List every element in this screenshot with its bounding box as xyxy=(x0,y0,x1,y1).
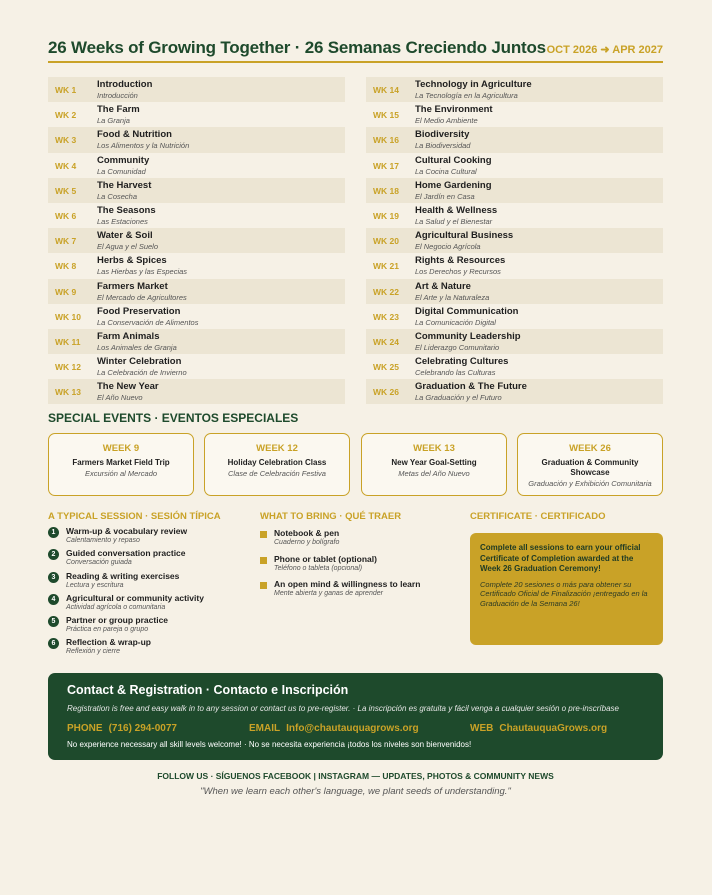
certificate-text-en: Complete all sessions to earn your official Certificate of Completion awarded at the Week 26 Graduation Ceremony! xyxy=(480,543,641,573)
week-number: WK 25 xyxy=(373,362,399,373)
bring-item-subtitle: Mente abierta y ganas de aprender xyxy=(274,590,383,597)
week-number: WK 4 xyxy=(55,160,77,171)
step-title: Guided conversation practice xyxy=(66,548,186,559)
week-number: WK 6 xyxy=(55,210,77,221)
week-row xyxy=(366,253,663,278)
header-divider xyxy=(48,61,663,63)
week-title: Food Preservation xyxy=(97,305,181,317)
week-number: WK 1 xyxy=(55,85,77,95)
email-link[interactable]: Info@chautauquagrows.org xyxy=(286,723,419,734)
week-subtitle: El Negocio Agrícola xyxy=(415,242,481,252)
week-title: Celebrating Cultures xyxy=(415,356,509,368)
week-row xyxy=(48,354,345,379)
bring-item-title: An open mind & willingness to learn xyxy=(274,579,421,589)
week-row xyxy=(48,329,345,354)
week-number: WK 18 xyxy=(373,185,399,196)
square-bullet-icon xyxy=(260,582,267,589)
bring-item xyxy=(260,579,460,605)
week-row xyxy=(366,127,663,152)
bring-item xyxy=(260,554,460,580)
week-subtitle: El Medio Ambiente xyxy=(415,116,478,126)
square-bullet-icon xyxy=(260,557,267,564)
event-title: Holiday Celebration Class xyxy=(227,458,327,467)
week-subtitle: La Comunicación Digital xyxy=(415,317,496,327)
week-row xyxy=(48,253,345,278)
week-number: WK 17 xyxy=(373,160,399,171)
week-title: Graduation & The Future xyxy=(415,381,527,393)
social-follow: FOLLOW US · SÍGUENOS FACEBOOK | INSTAGRAM — UPDATES, PHOTOS & COMMUNITY NEWS xyxy=(157,771,554,781)
event-card xyxy=(204,433,350,496)
week-title: Health & Wellness xyxy=(415,204,498,216)
week-row xyxy=(48,102,345,127)
week-title: Community xyxy=(97,154,150,166)
week-subtitle: La Tecnología en la Agricultura xyxy=(415,91,518,100)
week-title: The New Year xyxy=(97,381,159,393)
session-step xyxy=(48,548,248,570)
page-title: 26 Weeks of Growing Together · 26 Semanas Creciendo Juntos xyxy=(48,38,546,57)
week-row xyxy=(366,329,663,354)
week-title: Food & Nutrition xyxy=(97,129,172,141)
week-subtitle: Los Derechos y Recursos xyxy=(415,267,501,277)
event-title: Farmers Market Field Trip xyxy=(72,458,170,467)
week-row xyxy=(48,279,345,304)
week-subtitle: La Comunidad xyxy=(97,166,146,176)
week-title: Herbs & Spices xyxy=(97,255,167,267)
special-events xyxy=(48,433,663,496)
phone-value[interactable]: (716) 294-0077 xyxy=(108,723,177,734)
week-row xyxy=(366,77,663,102)
week-number: WK 26 xyxy=(373,387,399,398)
session-steps xyxy=(48,526,248,660)
week-title: Home Gardening xyxy=(415,179,492,191)
week-row xyxy=(48,77,345,102)
session-step xyxy=(48,593,248,615)
event-subtitle: Metas del Año Nuevo xyxy=(398,469,470,478)
step-subtitle: Lectura y escritura xyxy=(66,581,124,589)
week-number: WK 3 xyxy=(55,135,77,146)
contact-web[interactable] xyxy=(470,723,607,734)
step-number: 3 xyxy=(48,572,59,583)
week-row xyxy=(48,203,345,228)
week-row xyxy=(366,304,663,329)
week-row xyxy=(366,102,663,127)
week-title: The Environment xyxy=(415,104,493,116)
week-title: Biodiversity xyxy=(415,129,470,141)
week-subtitle: El Mercado de Agricultores xyxy=(97,292,187,302)
week-subtitle: La Cocina Cultural xyxy=(415,166,477,176)
week-title: Cultural Cooking xyxy=(415,154,492,166)
week-subtitle: El Agua y el Suelo xyxy=(97,242,159,252)
week-number: WK 23 xyxy=(373,311,399,322)
bring-item-title: Phone or tablet (optional) xyxy=(274,553,377,564)
week-subtitle: El Liderazgo Comunitario xyxy=(415,342,500,352)
week-number: WK 12 xyxy=(55,362,81,373)
week-row xyxy=(48,178,345,203)
square-bullet-icon xyxy=(260,531,267,538)
week-subtitle: La Conservación de Alimentos xyxy=(97,317,199,327)
week-subtitle: La Celebración de Invierno xyxy=(97,368,187,378)
event-card xyxy=(361,433,507,496)
week-title: Water & Soil xyxy=(97,230,153,242)
week-subtitle: Celebrando las Culturas xyxy=(415,368,496,378)
week-title: Farmers Market xyxy=(97,280,168,292)
week-title: Technology in Agriculture xyxy=(415,79,532,90)
event-card xyxy=(48,433,194,496)
week-subtitle: La Graduación y el Futuro xyxy=(415,393,502,403)
bring-item-subtitle: Cuaderno y bolígrafo xyxy=(274,539,340,546)
bring-heading: WHAT TO BRING · QUÉ TRAER xyxy=(260,511,402,522)
event-card xyxy=(517,433,663,496)
step-number: 2 xyxy=(48,549,59,560)
bring-item-title: Notebook & pen xyxy=(274,528,340,538)
step-subtitle: Reflexión y cierre xyxy=(66,648,121,656)
bring-item xyxy=(260,528,460,554)
week-subtitle: La Granja xyxy=(97,116,130,126)
week-number: WK 21 xyxy=(373,261,399,272)
week-row xyxy=(48,379,345,404)
contact-panel xyxy=(48,673,663,760)
week-subtitle: La Salud y el Bienestar xyxy=(415,216,493,226)
event-week: WEEK 9 xyxy=(102,443,140,454)
week-row xyxy=(48,228,345,253)
event-week: WEEK 13 xyxy=(413,443,455,454)
week-row xyxy=(48,127,345,152)
week-number: WK 19 xyxy=(373,210,399,221)
week-row xyxy=(366,279,663,304)
week-number: WK 8 xyxy=(55,261,77,272)
week-title: The Farm xyxy=(97,104,140,116)
step-subtitle: Conversación guiada xyxy=(66,559,132,567)
contact-phone[interactable] xyxy=(67,723,177,734)
step-title: Partner or group practice xyxy=(66,615,169,626)
step-number: 4 xyxy=(48,594,59,605)
step-number: 5 xyxy=(48,616,59,627)
week-title: Winter Celebration xyxy=(97,356,182,368)
week-row xyxy=(366,203,663,228)
header xyxy=(48,0,663,64)
week-title: Digital Communication xyxy=(415,305,519,317)
week-number: WK 13 xyxy=(55,387,81,398)
event-week: WEEK 26 xyxy=(569,443,611,454)
event-subtitle: Clase de Celebración Festiva xyxy=(228,469,326,478)
week-number: WK 5 xyxy=(55,185,77,196)
week-title: Community Leadership xyxy=(415,330,521,342)
certificate-heading: CERTIFICATE · CERTIFICADO xyxy=(470,511,606,522)
step-subtitle: Calentamiento y repaso xyxy=(66,537,140,544)
bring-item-subtitle: Teléfono o tableta (opcional) xyxy=(274,564,363,572)
footer-quote: "When we learn each other's language, we plant seeds of understanding." xyxy=(200,786,511,797)
date-range: OCT 2026 ➜ APR 2027 xyxy=(546,44,663,56)
session-step xyxy=(48,637,248,659)
week-subtitle: La Biodiversidad xyxy=(415,141,471,151)
week-subtitle: Introducción xyxy=(97,91,138,100)
step-subtitle: Práctica en pareja o grupo xyxy=(66,626,149,634)
event-subtitle: Graduación y Exhibición Comunitaria xyxy=(528,479,652,488)
weeks-column-left xyxy=(48,77,345,404)
week-subtitle: Los Animales de Granja xyxy=(97,342,177,352)
step-number: 1 xyxy=(48,527,59,538)
week-title: The Harvest xyxy=(97,179,152,191)
week-number: WK 11 xyxy=(55,336,81,347)
week-subtitle: Los Alimentos y la Nutrición xyxy=(97,141,190,151)
week-number: WK 20 xyxy=(373,236,399,247)
step-title: Reflection & wrap-up xyxy=(66,637,152,648)
week-row xyxy=(48,304,345,329)
week-number: WK 14 xyxy=(373,85,399,95)
week-number: WK 9 xyxy=(55,286,77,297)
step-subtitle: Actividad agrícola o comunitaria xyxy=(66,603,166,611)
contact-note: No experience necessary all skill levels welcome! · No se necesita experiencia ¡todos los niveles son bienvenidos! xyxy=(67,740,472,749)
week-number: WK 7 xyxy=(55,236,77,247)
week-title: Introduction xyxy=(97,79,153,90)
session-step xyxy=(48,526,248,548)
week-number: WK 24 xyxy=(373,336,399,347)
session-step xyxy=(48,571,248,593)
step-number: 6 xyxy=(48,638,59,649)
web-link[interactable]: ChautauquaGrows.org xyxy=(499,723,608,734)
week-number: WK 16 xyxy=(373,135,399,146)
week-title: Agricultural Business xyxy=(415,230,514,242)
session-step xyxy=(48,615,248,637)
phone-label: PHONE xyxy=(67,723,103,734)
session-heading: A TYPICAL SESSION · SESIÓN TÍPICA xyxy=(48,511,221,522)
contact-title: Contact & Registration · Contacto e Inscripción xyxy=(67,683,349,697)
step-title: Warm-up & vocabulary review xyxy=(66,526,188,536)
contact-intro: Registration is free and easy walk in to any session or contact us to pre-register. · La inscripción es gratuita y fácil venga a cualquier sesión o pre-inscríbase xyxy=(67,704,619,713)
week-row xyxy=(366,178,663,203)
week-subtitle: El Año Nuevo xyxy=(97,393,143,403)
week-number: WK 15 xyxy=(373,110,399,121)
email-label: EMAIL xyxy=(249,723,281,734)
weeks-column-right xyxy=(366,77,663,404)
event-subtitle: Excursión al Mercado xyxy=(84,469,158,478)
step-title: Agricultural or community activity xyxy=(66,592,204,603)
certificate-text-es: Complete 20 sesiones o más para obtener su Certificado Oficial de Finalización ¡entregado en la Graduación de la Semana 26! xyxy=(480,579,648,608)
week-number: WK 2 xyxy=(55,110,77,121)
flyer-page xyxy=(48,0,663,797)
event-title: New Year Goal-Setting xyxy=(391,458,477,467)
bring-list xyxy=(260,528,460,605)
week-row xyxy=(48,153,345,178)
week-number: WK 22 xyxy=(373,286,399,297)
week-row xyxy=(366,379,663,404)
certificate-box xyxy=(470,533,663,645)
week-title: Art & Nature xyxy=(415,280,471,292)
week-row xyxy=(366,354,663,379)
event-week: WEEK 12 xyxy=(256,443,298,454)
week-title: Rights & Resources xyxy=(415,255,506,267)
week-row xyxy=(366,153,663,178)
week-title: The Seasons xyxy=(97,204,156,216)
step-title: Reading & writing exercises xyxy=(66,570,180,581)
week-subtitle: El Jardín en Casa xyxy=(415,191,475,201)
week-subtitle: Las Hierbas y las Especias xyxy=(97,267,188,277)
contact-email[interactable] xyxy=(249,723,419,734)
web-label: WEB xyxy=(470,723,494,734)
week-subtitle: La Cosecha xyxy=(97,191,138,201)
week-title: Farm Animals xyxy=(97,330,160,342)
event-title: Graduation & Community Showcase xyxy=(541,458,639,477)
week-row xyxy=(366,228,663,253)
week-subtitle: El Arte y la Naturaleza xyxy=(415,292,490,302)
week-number: WK 10 xyxy=(55,311,81,322)
special-events-heading: SPECIAL EVENTS · EVENTOS ESPECIALES xyxy=(48,411,299,425)
week-subtitle: Las Estaciones xyxy=(97,216,148,226)
